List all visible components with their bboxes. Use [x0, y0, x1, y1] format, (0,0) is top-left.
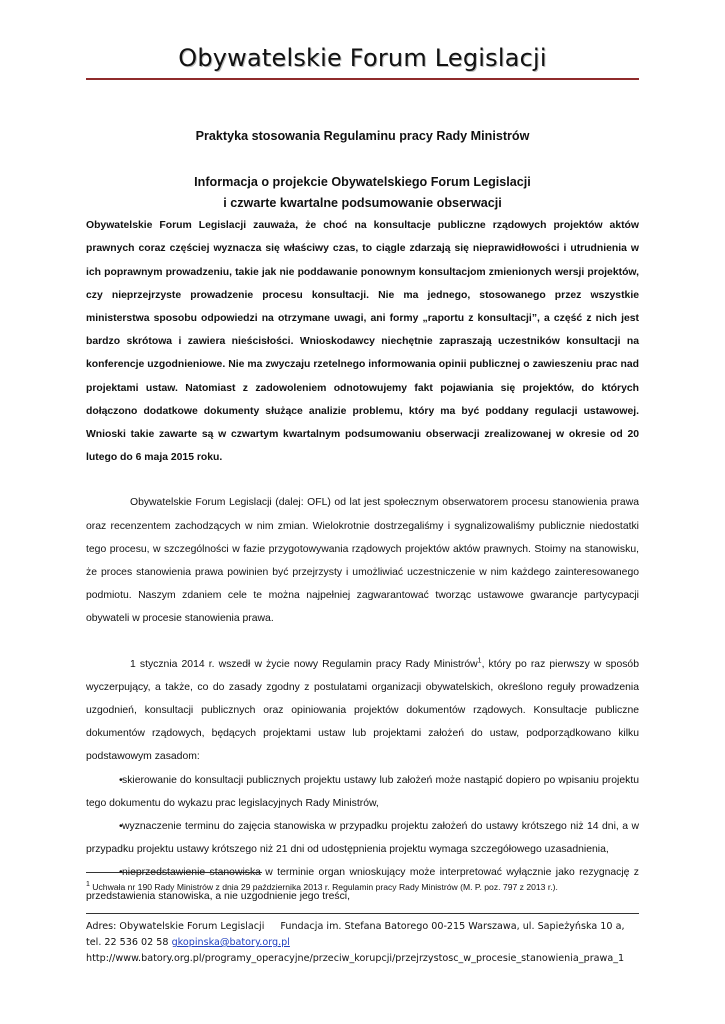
list-item-text: wyznaczenie terminu do zajęcia stanowiska w przypadku projektu założeń do ustawy krótszego niż 14 dni, a w przypadku projektu ustawy krótszego niż 21 dni od udostępnienia projektu wymaga szczegółowego uzasadnienia,	[86, 821, 639, 856]
paragraph-ofl: Obywatelskie Forum Legislacji (dalej: OFL) od lat jest społecznym obserwatorem procesu stanowienia prawa oraz recenzentem zachodzących w nim zmian. Wielokrotnie dostrzegaliśmy i sygnalizowaliśmy publicznie niedostatki tego procesu, w szczególności w fazie przygotowywania rządowych projektów aktów prawnych. Stoimy na stanowisku, że proces stanowienia prawa powinien być przejrzysty i umożliwiać uczestniczenie w nim każdego zainteresowanego podmiotu. Naszym zdaniem cele te można najpełniej zagwarantować tworząc ustawowe gwarancje partycypacji obywateli w procesie stanowienia prawa.	[86, 497, 639, 625]
footer-url[interactable]: http://www.batory.org.pl/programy_operacyjne/przeciw_korupcji/przejrzystosc_w_procesie_stanowienia_prawa_1	[86, 953, 625, 964]
footer-phone: tel. 22 536 02 58	[86, 937, 169, 948]
list-item-text: nieprzedstawienie stanowiska w terminie organ wnioskujący może interpretować wyłącznie jako rezygnację z przedstawienia stanowiska, a nie uzgodnienie jego treści,	[86, 867, 639, 902]
subtitle-line-2: i czwarte kwartalne podsumowanie obserwacji	[223, 196, 502, 211]
subtitle-line-1: Informacja o projekcie Obywatelskiego Forum Legislacji	[194, 175, 531, 190]
paragraph-regulamin-text-2: , który po raz pierwszy w sposób wyczerpujący, a także, co do zasady zgodny z postulatami organizacji obywatelskich, określono reguły prowadzenia uzgodnień, konsultacji publicznych oraz opiniowania projektów dokumentów rządowych. Konsultacje publiczne dokumentów rządowych, będących projektami ustaw lub projektami założeń do ustaw, podporządkowano kilku podstawowym zasadom:	[86, 658, 639, 763]
footnote	[86, 880, 639, 894]
header-divider	[86, 78, 639, 80]
footer-address-line	[86, 919, 639, 935]
document-body	[86, 118, 639, 908]
document-title: Praktyka stosowania Regulaminu pracy Rady Ministrów	[195, 129, 530, 143]
paragraph-regulamin	[86, 653, 639, 769]
page-footer	[86, 919, 639, 967]
footnote-divider	[86, 872, 262, 873]
page-header-title: Obywatelskie Forum Legislacji	[178, 44, 547, 72]
document-subtitle	[86, 172, 639, 214]
footer-email-link[interactable]: gkopinska@batory.org.pl	[171, 937, 290, 948]
footnote-reference[interactable]: 1	[477, 657, 482, 665]
footer-contact-line	[86, 935, 639, 951]
footer-divider	[86, 913, 639, 914]
lead-paragraph: Obywatelskie Forum Legislacji zauważa, że choć na konsultacje publiczne rządowych projektów aktów prawnych coraz częściej wyznacza się właściwy czas, to ciągle zdarzają się nieprawidłowości i utrudnienia w ich poprawnym prowadzeniu, takie jak nie poddawanie ponownym konsultacjom zmienionych wersji projektów, czy nieprzejrzyste prowadzenie procesu konsultacji. Nie ma jednego, stosowanego przez wszystkie ministerstwa sposobu odpowiedzi na otrzymane uwagi, ani formy „raportu z konsultacji”, a część z nich jest bardzo skrótowa i zawiera nieścisłości. Wnioskodawcy niechętnie zapraszają uczestników konsultacji na konferencje uzgodnieniowe. Nie ma zwyczaju rzetelnego informowania opinii publicznej o zawieszeniu prac nad projektami ustaw. Natomiast z zadowoleniem odnotowujemy fakt pojawiania się projektów, do których dołączono dodatkowe dokumenty służące analizie problemu, który ma być poddany regulacji ustawowej. Wnioski takie zawarte są w czwartym kwartalnym podsumowaniu obserwacji zrealizowanej w okresie od 20 lutego do 6 maja 2015 roku.	[86, 220, 639, 464]
paragraph-regulamin-text-1: 1 stycznia 2014 r. wszedł w życie nowy Regulamin pracy Rady Ministrów	[130, 658, 478, 670]
footer-foundation: Fundacja im. Stefana Batorego 00-215 Warszawa, ul. Sapieżyńska 10 a,	[280, 921, 625, 932]
bullet-icon: •	[119, 774, 123, 786]
footer-address: Adres: Obywatelskie Forum Legislacji	[86, 921, 265, 932]
footnote-mark: 1	[86, 881, 90, 889]
list-item	[86, 815, 639, 861]
bullet-icon: •	[119, 867, 123, 879]
list-item-text: skierowanie do konsultacji publicznych projektu ustawy lub założeń może nastąpić dopiero po wpisaniu projektu tego dokumentu do wykazu prac legislacyjnych Rady Ministrów,	[86, 774, 639, 809]
footnote-text: Uchwała nr 190 Rady Ministrów z dnia 29 października 2013 r. Regulamin pracy Rady Ministrów (M. P. poz. 797 z 2013 r.).	[89, 882, 558, 892]
list-item	[86, 769, 639, 815]
bullet-icon: •	[119, 821, 123, 833]
